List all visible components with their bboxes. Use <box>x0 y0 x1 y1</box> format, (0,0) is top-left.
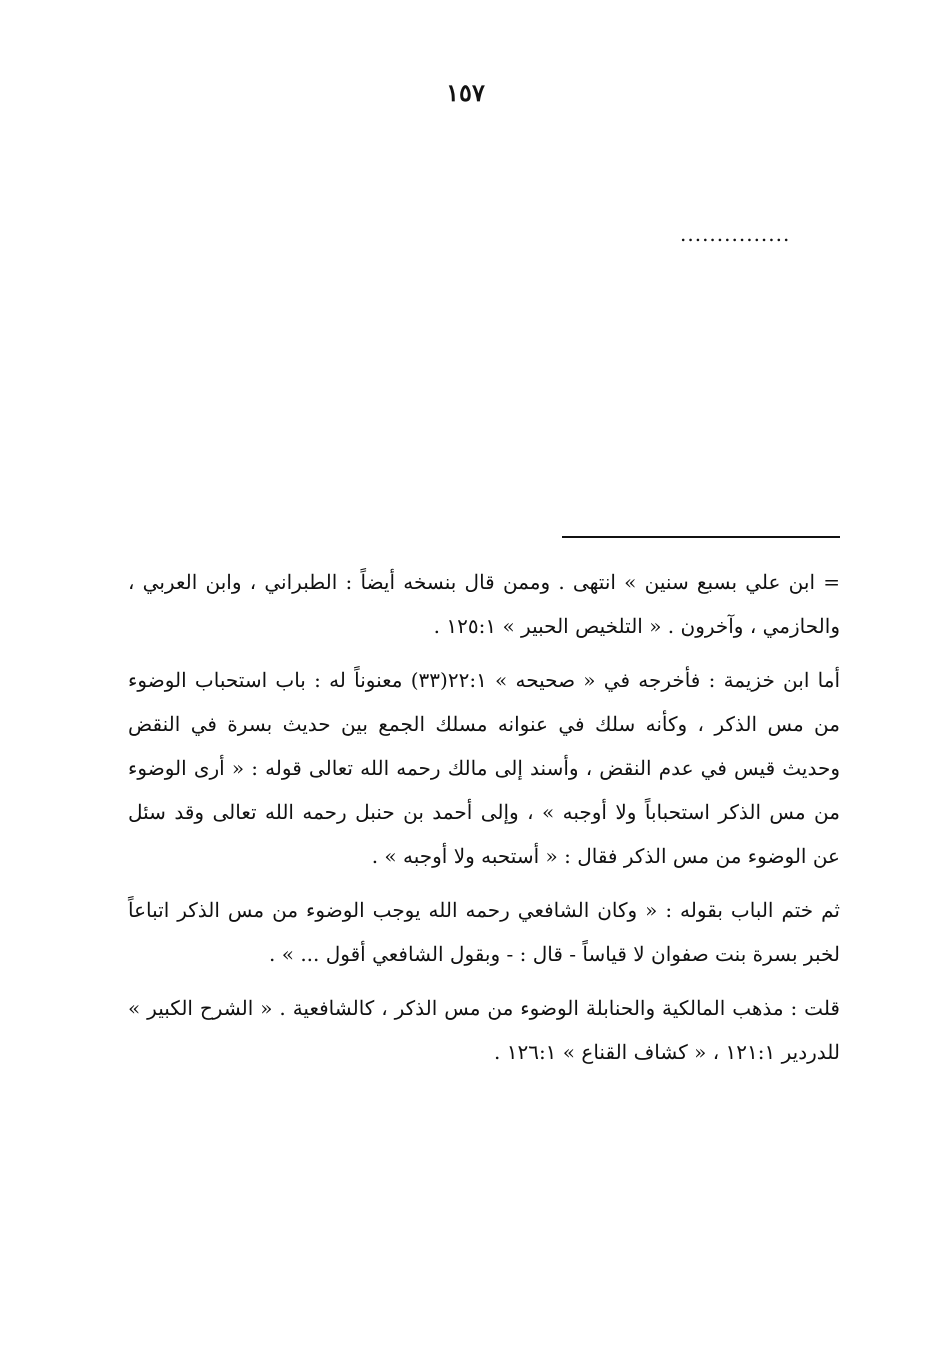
footnote-paragraph-1: = ابن علي بسبع سنين » انتهى . وممن قال بنسخه أيضاً : الطبراني ، وابن العربي ، والحازمي ، وآخرون . « التلخيص الحبير » ١٢٥:١ . <box>128 570 840 638</box>
footnote-paragraph-3: ثم ختم الباب بقوله : « وكان الشافعي رحمه الله يوجب الوضوء من مس الذكر اتباعاً لخبر بسرة بنت صفوان لا قياساً - قال : - وبقول الشافعي أقول ... » . <box>128 898 840 966</box>
page-number: ١٥٧ <box>446 78 485 107</box>
ellipsis-dots: ............... <box>680 222 791 246</box>
footnote-paragraph-4: قلت : مذهب المالكية والحنابلة الوضوء من مس الذكر ، كالشافعية . « الشرح الكبير » للدردير ١٢١:١ ، « كشاف القناع » ١٢٦:١ . <box>128 996 840 1064</box>
footnote-paragraph-2: أما ابن خزيمة : فأخرجه في « صحيحه » ٢٢:١(٣٣) معنوناً له : باب استحباب الوضوء من مس الذكر ، وكأنه سلك في عنوانه مسلك الجمع بين حديث بسرة في النقض وحديث قيس في عدم النقض ، وأسند إلى مالك رحمه الله تعالى قوله : « أرى الوضوء من مس الذكر استحباباً ولا أوجبه » ، وإلى أحمد بن حنبل رحمه الله تعالى وقد سئل عن الوضوء من مس الذكر فقال : « أستحبه ولا أوجبه » . <box>128 668 840 868</box>
footnotes-block <box>128 560 840 1084</box>
footnote-separator-rule <box>562 536 840 538</box>
